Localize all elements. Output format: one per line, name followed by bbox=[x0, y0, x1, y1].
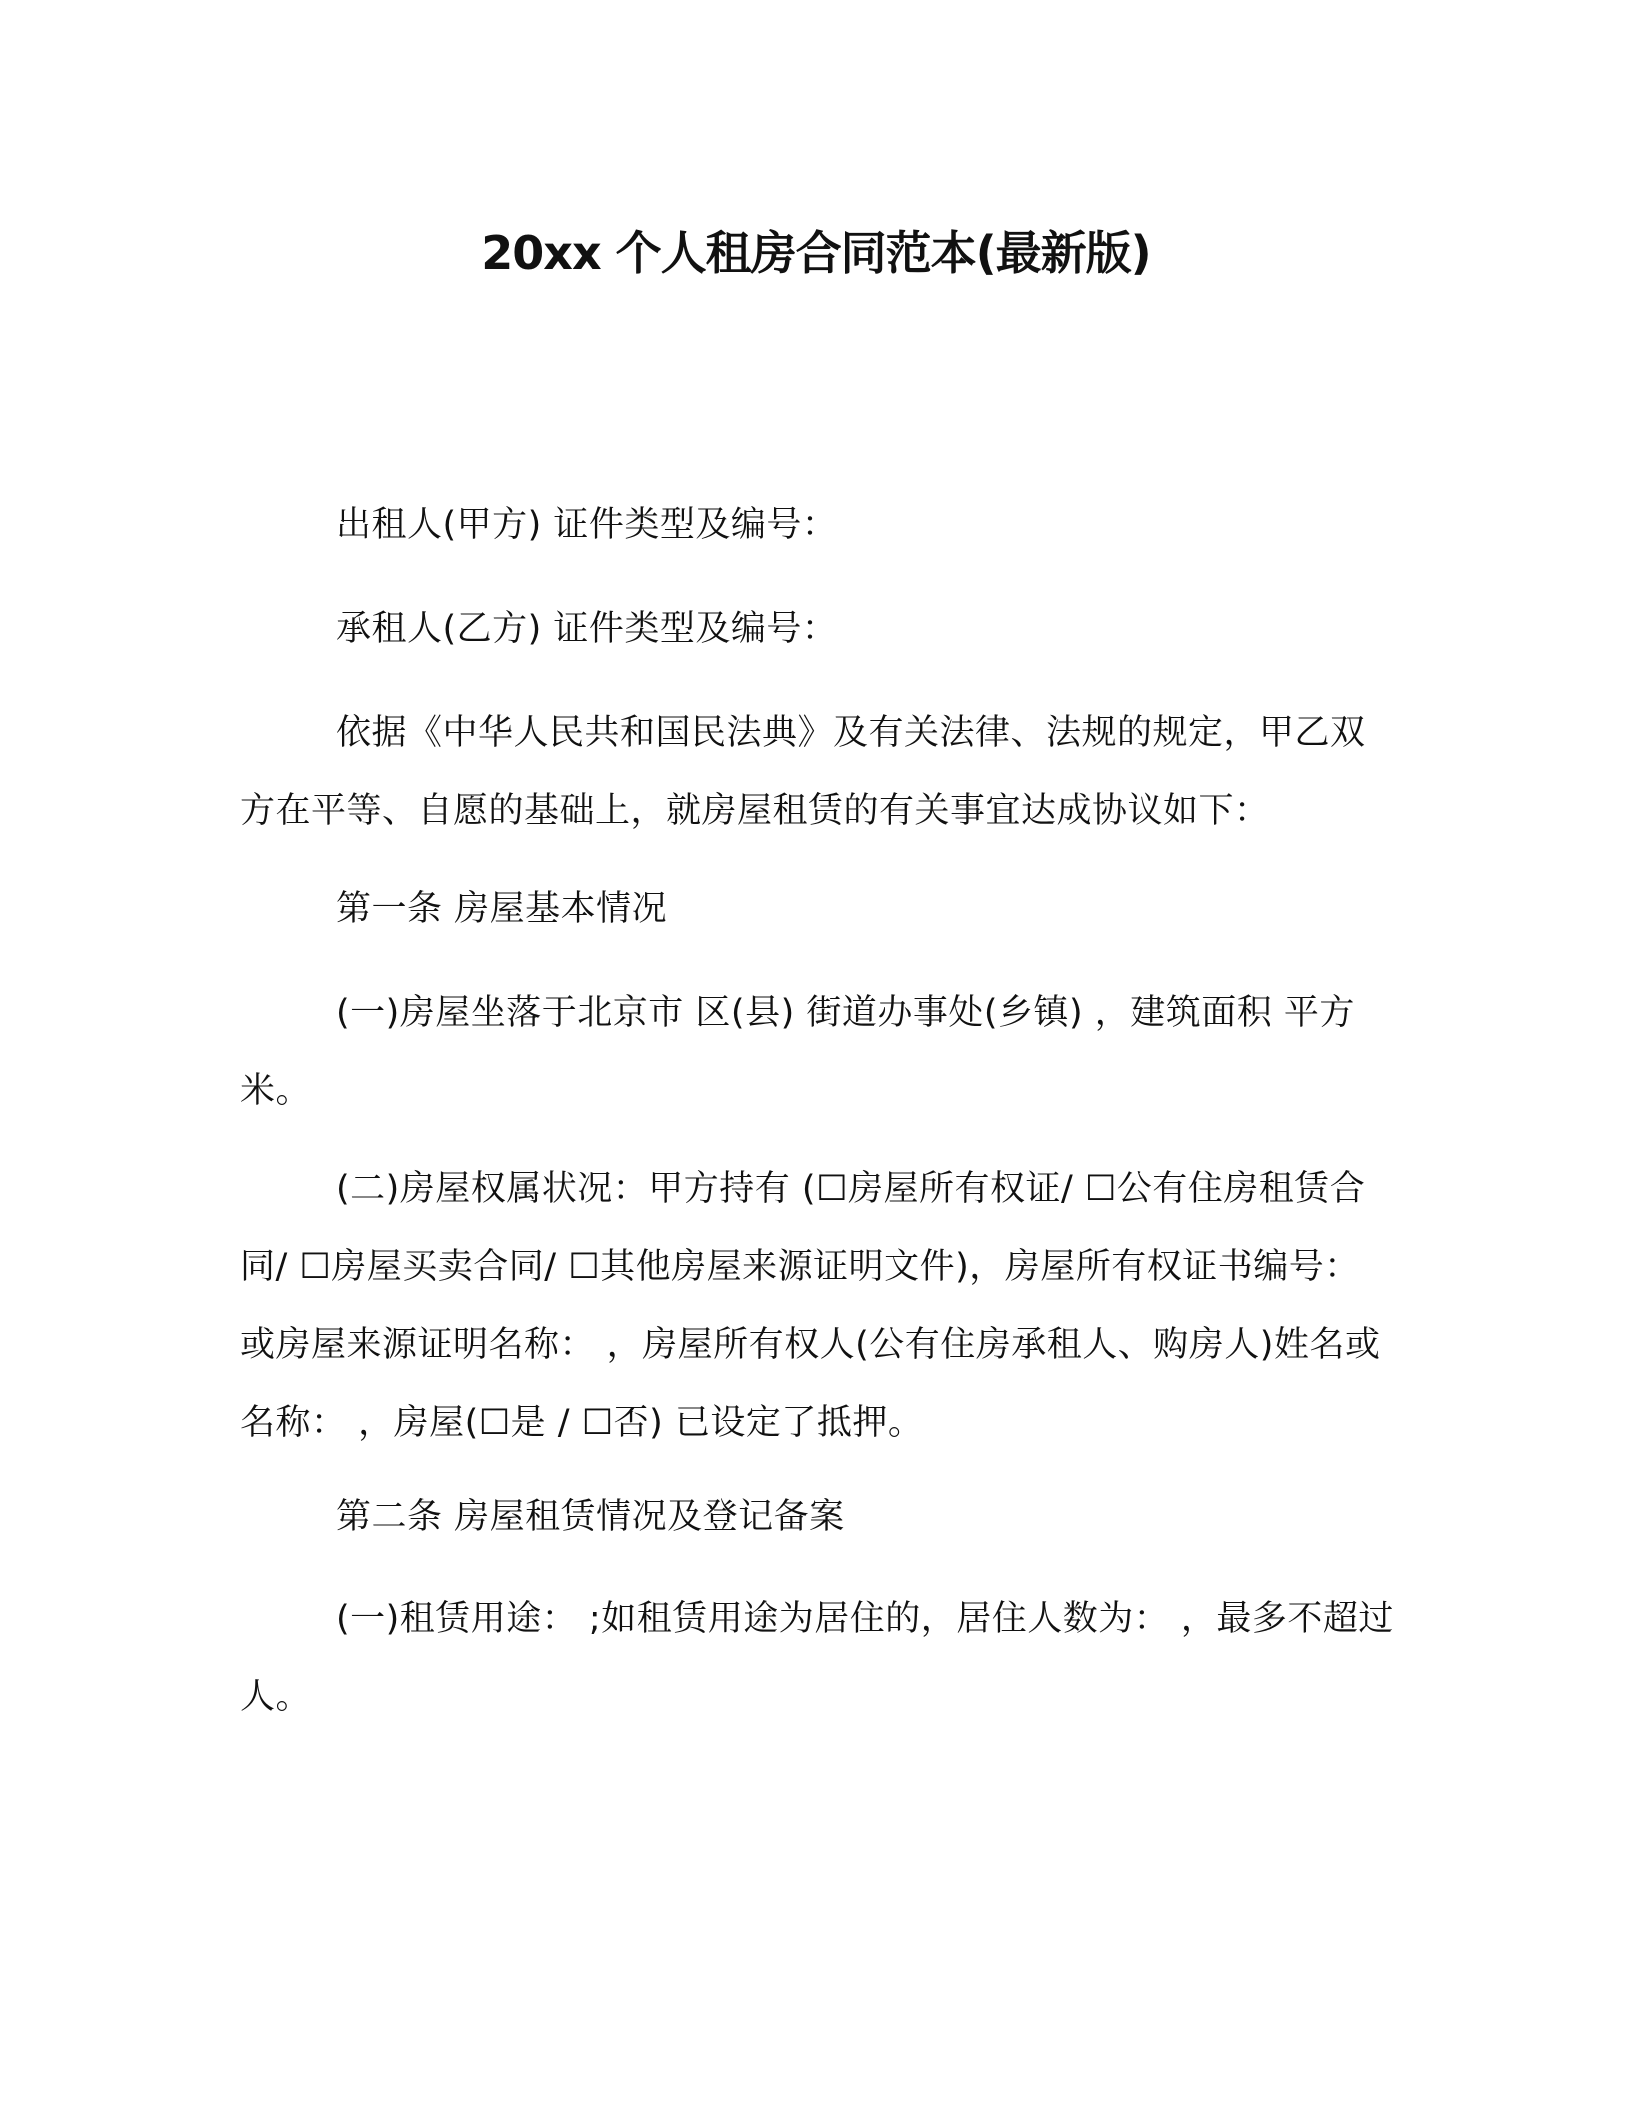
paragraph-lease-purpose: (一)租赁用途： ;如租赁用途为居住的，居住人数为： ，最多不超过 人。 bbox=[240, 1599, 1394, 1717]
paragraph-house-location: (一)房屋坐落于北京市 区(县) 街道办事处(乡镇) ，建筑面积 平方米。 bbox=[240, 993, 1355, 1111]
paragraph-basis: 依据《中华人民共和国民法典》及有关法律、法规的规定，甲乙双方在平等、自愿的基础上，就房屋租赁的有关事宜达成协议如下： bbox=[240, 713, 1366, 831]
paragraph-lessor: 出租人(甲方) 证件类型及编号： bbox=[336, 505, 838, 545]
article-1-heading: 第一条 房屋基本情况 bbox=[336, 889, 668, 929]
paragraph-lessee: 承租人(乙方) 证件类型及编号： bbox=[336, 609, 838, 649]
paragraph-ownership-status: (二)房屋权属状况：甲方持有 (☐房屋所有权证/ ☐公有住房租赁合同/ ☐房屋买卖合同/ ☐其他房屋来源证明文件)，房屋所有权证书编号： 或房屋来源证明名称： ，房屋所有权人(公有住房承租人、购房人)姓名或名称： ，房屋(☐是 / ☐否) 已设定了抵押。 bbox=[240, 1169, 1381, 1443]
article-2-heading: 第二条 房屋租赁情况及登记备案 bbox=[336, 1497, 845, 1537]
document-title: 20xx 个人租房合同范本(最新版) bbox=[481, 226, 1151, 280]
